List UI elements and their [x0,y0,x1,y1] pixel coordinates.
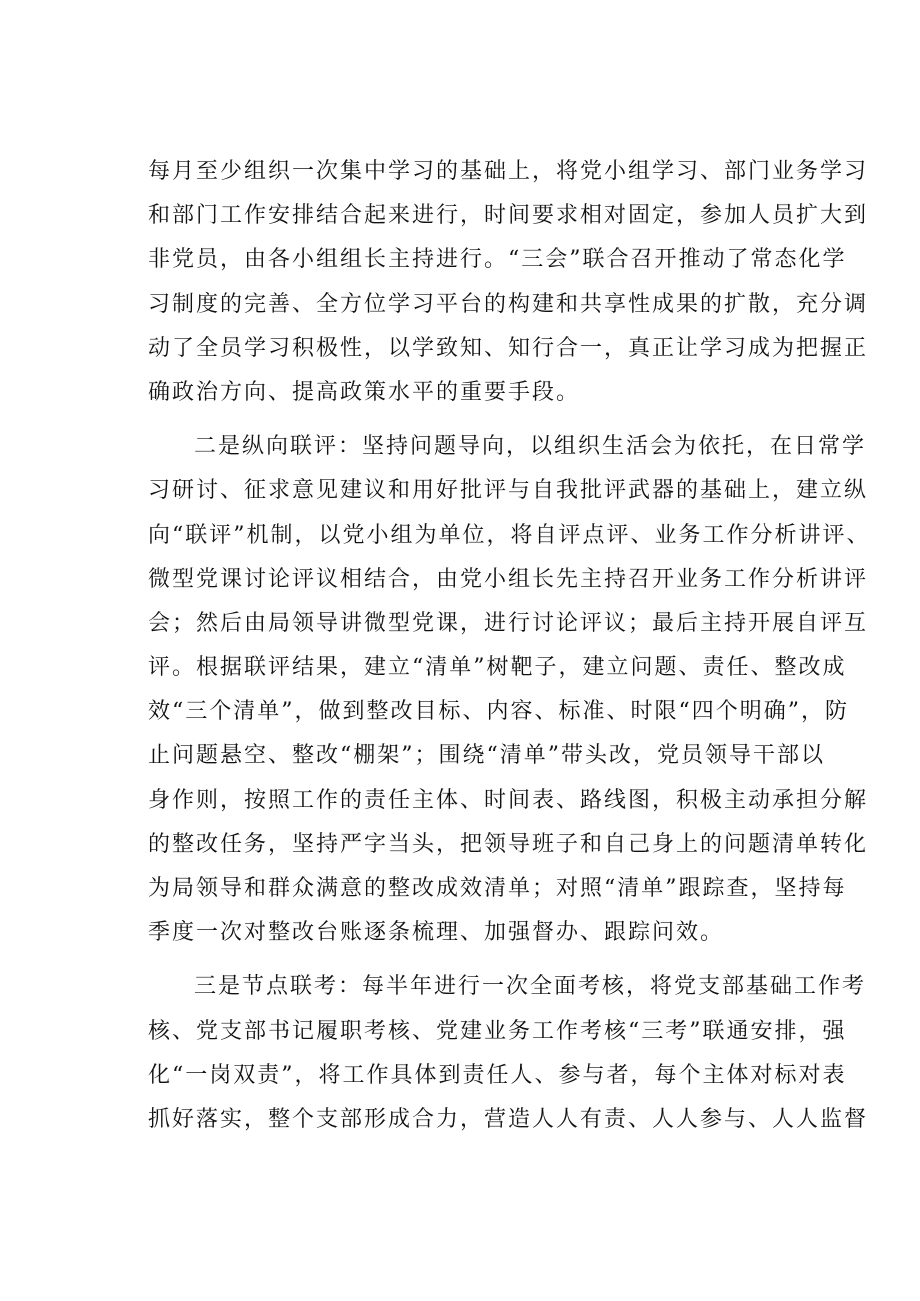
text-line: 核、党支部书记履职考核、党建业务工作考核“三考”联通安排，强 [148,1018,847,1044]
text-line: 习制度的完善、全方位学习平台的构建和共享性成果的扩散，充分调 [148,291,869,317]
text-line: 化“一岗双责”，将工作具体到责任人、参与者，每个主体对标对表 [148,1062,847,1088]
paragraph-3 [148,965,869,1142]
text-line: 和部门工作安排结合起来进行，时间要求相对固定，参加人员扩大到 [148,203,869,229]
text-line: 评。根据联评结果，建立“清单”树靶子，建立问题、责任、整改成 [148,655,847,681]
text-line: 向“联评”机制，以党小组为单位，将自评点评、业务工作分析讲评、 [148,522,871,548]
paragraph-2 [148,425,871,955]
text-line: 效“三个清单”，做到整改目标、内容、标准、时限“四个明确”，防 [148,699,849,725]
text-line: 每月至少组织一次集中学习的基础上，将党小组学习、部门业务学习 [148,159,869,184]
text-line: 身作则，按照工作的责任主体、时间表、路线图，积极主动承担分解 [148,787,869,813]
text-line: 抓好落实，整个支部形成合力，营造人人有责、人人参与、人人监督 [148,1106,869,1132]
text-line: 非党员，由各小组组长主持进行。“三会”联合召开推动了常态化学 [148,247,847,273]
text-line: 微型党课讨论评议相结合，由党小组长先主持召开业务工作分析讲评 [148,566,869,592]
text-line: 为局领导和群众满意的整改成效清单；对照“清单”跟踪查，坚持每 [148,876,847,901]
paragraph-spacer [148,955,808,965]
text-line: 确政治方向、提高政策水平的重要手段。 [148,379,581,405]
text-line: 会；然后由局领导讲微型党课，进行讨论评议；最后主持开展自评互 [148,610,869,636]
text-line: 习研讨、征求意见建议和用好批评与自我批评武器的基础上，建立纵 [148,478,869,504]
text-line: 季度一次对整改台账逐条梳理、加强督办、跟踪问效。 [148,920,725,946]
text-line: 动了全员学习积极性，以学致知、知行合一，真正让学习成为把握正 [148,335,869,361]
text-line: 二是纵向联评：坚持问题导向，以组织生活会为依托，在日常学 [194,434,867,460]
text-line: 的整改任务，坚持严字当头，把领导班子和自己身上的问题清单转化 [148,831,869,857]
paragraph-spacer [148,415,808,425]
text-line: 止问题悬空、整改“棚架”；围绕“清单”带头改，党员领导干部以 [148,743,825,769]
document-body [148,150,871,1142]
paragraph-1 [148,150,869,415]
text-line: 三是节点联考：每半年进行一次全面考核，将党支部基础工作考 [194,974,867,1000]
